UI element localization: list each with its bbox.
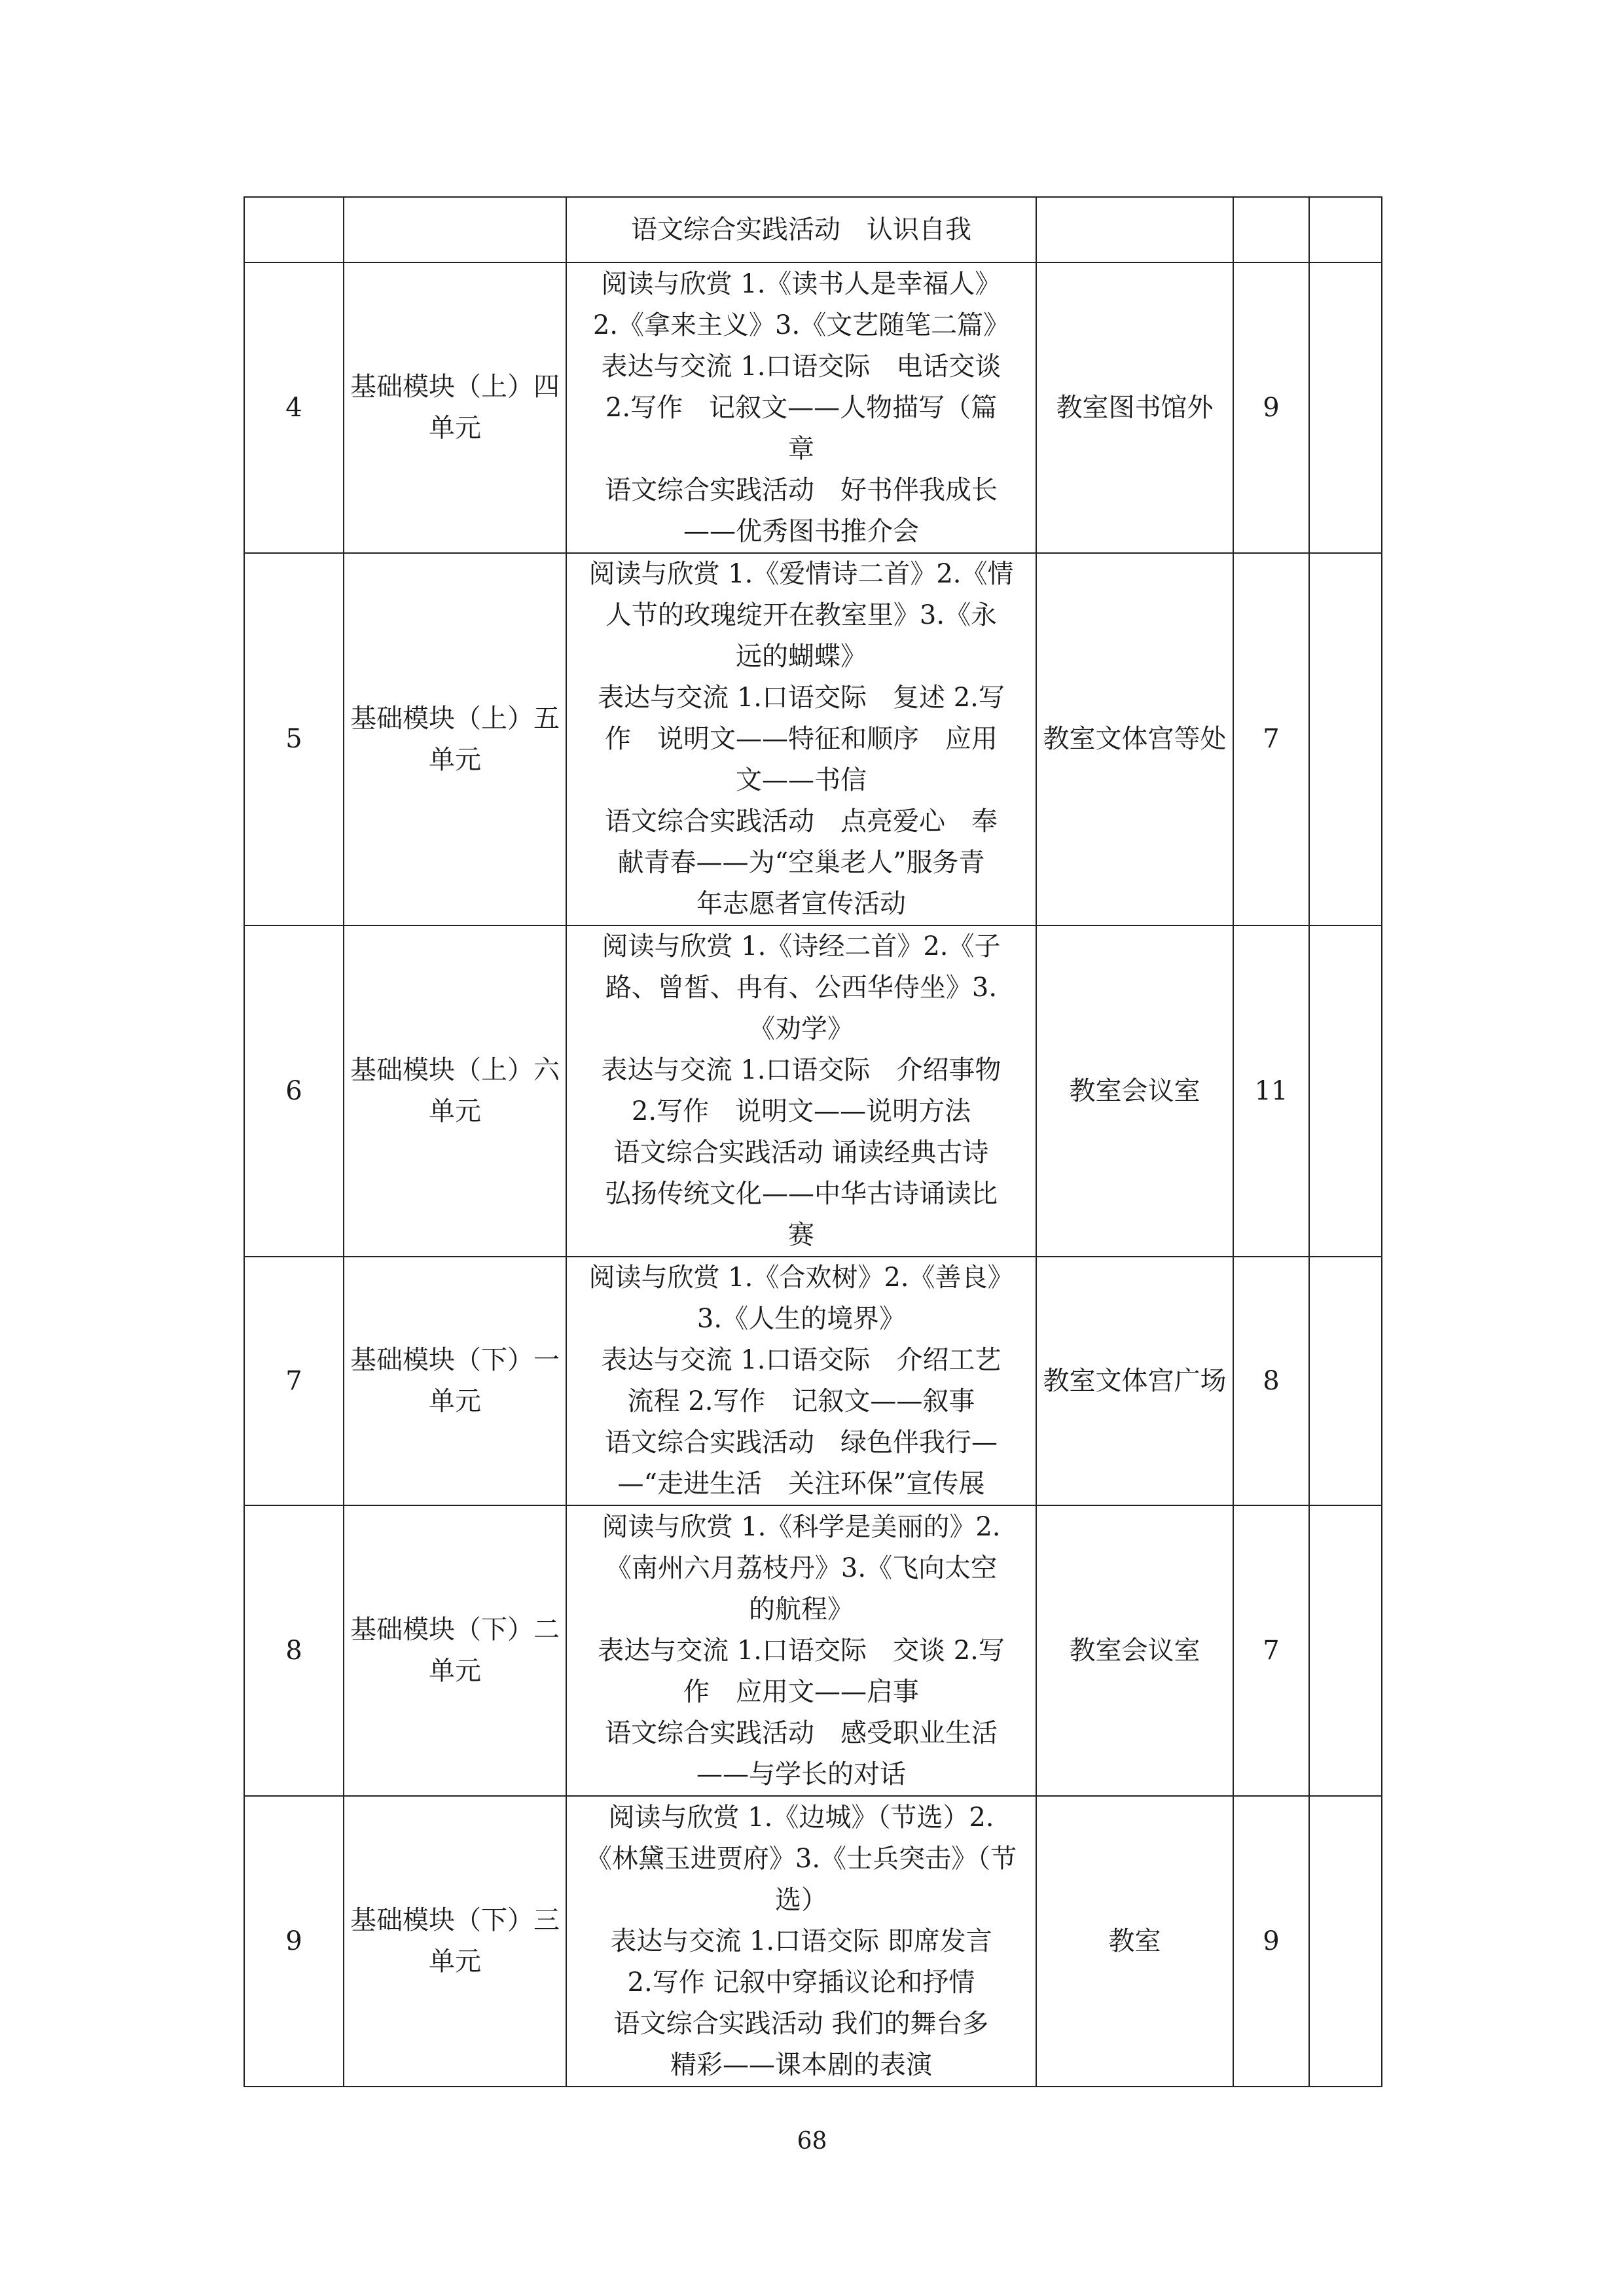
module-cell	[344, 1796, 566, 2087]
content-line: 表达与交流 1.口语交际 交谈 2.写	[598, 1635, 1005, 1666]
module-line: 基础模块（上）	[350, 703, 533, 734]
place-cell	[1036, 553, 1233, 925]
table-row	[244, 197, 1382, 262]
content-line: 献青春——为“空巢老人”服务青	[617, 848, 985, 878]
content-line: 2.写作 记叙中穿插议论和抒情	[627, 1967, 975, 1998]
content-line: 《南州六月荔枝丹》3.《飞向太空	[605, 1552, 998, 1583]
content-line: 章	[788, 433, 814, 464]
place-line: 教室	[1056, 392, 1109, 423]
content-line: 表达与交流 1.口语交际 即席发言	[610, 1926, 992, 1956]
content-line: 年志愿者宣传活动	[696, 889, 906, 919]
hours-cell: 7	[1233, 1505, 1309, 1796]
place-line: 会议室	[1121, 1635, 1200, 1666]
content-line: 《林黛玉进贾府》3.《士兵突击》（节	[585, 1843, 1017, 1874]
hours-cell: 9	[1233, 1796, 1309, 2087]
module-cell	[344, 925, 566, 1257]
content-cell	[566, 1257, 1036, 1505]
content-line: 赛	[788, 1220, 814, 1250]
content-cell	[566, 553, 1036, 925]
place-line: 教室	[1069, 1635, 1122, 1666]
hours-cell	[1233, 197, 1309, 262]
module-line: 基础模块（下）	[350, 1345, 533, 1375]
content-line: 表达与交流 1.口语交际 介绍工艺	[601, 1345, 1001, 1375]
remark-cell	[1309, 1505, 1382, 1796]
module-cell	[344, 1257, 566, 1505]
unit-number-cell: 5	[244, 553, 344, 925]
place-line: 图书馆外	[1108, 392, 1214, 423]
content-cell	[566, 1796, 1036, 2087]
content-line: 语文综合实践活动 认识自我	[631, 214, 971, 245]
content-line: 流程 2.写作 记叙文——叙事	[627, 1386, 975, 1416]
content-cell	[566, 1505, 1036, 1796]
content-line: 语文综合实践活动 绿色伴我行—	[605, 1427, 998, 1458]
hours-cell: 7	[1233, 553, 1309, 925]
content-line: 精彩——课本剧的表演	[670, 2049, 932, 2080]
remark-cell	[1309, 1257, 1382, 1505]
place-line: 教室	[1043, 724, 1096, 754]
remark-cell	[1309, 553, 1382, 925]
content-line: 阅读与欣赏 1.《爱情诗二首》2.《情	[588, 559, 1014, 589]
module-cell	[344, 1505, 566, 1796]
remark-cell	[1309, 262, 1382, 553]
place-cell	[1036, 197, 1233, 262]
content-line: 语文综合实践活动 感受职业生活	[605, 1717, 998, 1748]
remark-cell	[1309, 925, 1382, 1257]
content-line: 阅读与欣赏 1.《读书人是幸福人》	[601, 268, 1001, 299]
content-line: 阅读与欣赏 1.《边城》（节选）2.	[608, 1802, 994, 1833]
course-schedule-table	[244, 196, 1382, 2087]
place-line: 文体宫等处	[1095, 724, 1227, 754]
table-row	[244, 1505, 1382, 1796]
unit-number-cell: 7	[244, 1257, 344, 1505]
table-row	[244, 1257, 1382, 1505]
content-line: 2.写作 记叙文——人物描写（篇	[605, 392, 998, 423]
hours-cell: 11	[1233, 925, 1309, 1257]
content-line: 3.《人生的境界》	[696, 1304, 906, 1334]
content-line: 2.写作 说明文——说明方法	[631, 1096, 971, 1126]
content-line: 阅读与欣赏 1.《合欢树》2.《善良》	[588, 1263, 1014, 1293]
content-cell	[566, 197, 1036, 262]
table-row	[244, 262, 1382, 553]
content-cell	[566, 262, 1036, 553]
unit-number-cell: 8	[244, 1505, 344, 1796]
content-line: 表达与交流 1.口语交际 电话交谈	[601, 351, 1001, 382]
content-line: 作 应用文——启事	[683, 1676, 919, 1707]
content-line: 阅读与欣赏 1.《科学是美丽的》2.	[602, 1511, 1001, 1542]
content-line: ——与学长的对话	[696, 1759, 906, 1789]
content-line: 2.《拿来主义》3.《文艺随笔二篇》	[592, 310, 1010, 340]
place-cell	[1036, 1257, 1233, 1505]
unit-number-cell: 9	[244, 1796, 344, 2087]
page-number: 68	[797, 2128, 827, 2155]
place-cell	[1036, 262, 1233, 553]
module-line: 基础模块（上）	[350, 372, 533, 402]
place-line: 教室	[1069, 1075, 1122, 1106]
place-cell	[1036, 1796, 1233, 2087]
module-line: 二单元	[429, 1615, 560, 1686]
content-line: 语文综合实践活动 诵读经典古诗	[613, 1138, 989, 1168]
content-line: 远的蝴蝶》	[736, 641, 867, 672]
content-cell	[566, 925, 1036, 1257]
place-cell	[1036, 925, 1233, 1257]
table-body	[244, 197, 1382, 2087]
module-line: 三单元	[429, 1905, 560, 1977]
place-line: 会议室	[1121, 1075, 1200, 1106]
unit-number-cell	[244, 197, 344, 262]
place-line: 教室	[1043, 1365, 1096, 1396]
content-line: 选）	[775, 1884, 827, 1915]
module-line: 五单元	[429, 703, 560, 775]
module-cell	[344, 553, 566, 925]
content-line: 作 说明文——特征和顺序 应用	[605, 724, 998, 754]
table-row	[244, 1796, 1382, 2087]
content-line: 语文综合实践活动 好书伴我成长	[605, 475, 998, 505]
unit-number-cell: 4	[244, 262, 344, 553]
module-line: 六单元	[429, 1055, 560, 1126]
content-line: 表达与交流 1.口语交际 复述 2.写	[598, 683, 1005, 713]
content-line: 文——书信	[736, 765, 867, 795]
content-line: —“走进生活 关注环保”宣传展	[617, 1469, 985, 1499]
unit-number-cell: 6	[244, 925, 344, 1257]
content-line: ——优秀图书推介会	[683, 516, 919, 547]
content-line: 表达与交流 1.口语交际 介绍事物	[601, 1055, 1001, 1085]
place-line: 教室	[1108, 1926, 1161, 1956]
content-line: 路、曾皙、冉有、公西华侍坐》3.	[605, 973, 998, 1003]
content-line: 阅读与欣赏 1.《诗经二首》2.《子	[602, 931, 1001, 961]
module-line: 四单元	[429, 372, 560, 443]
hours-cell: 8	[1233, 1257, 1309, 1505]
module-line: 一单元	[429, 1345, 560, 1416]
module-line: 基础模块（上）	[350, 1055, 533, 1085]
place-cell	[1036, 1505, 1233, 1796]
content-line: 弘扬传统文化——中华古诗诵读比	[605, 1179, 998, 1209]
hours-cell: 9	[1233, 262, 1309, 553]
remark-cell	[1309, 1796, 1382, 2087]
remark-cell	[1309, 197, 1382, 262]
module-cell	[344, 197, 566, 262]
module-cell	[344, 262, 566, 553]
module-line: 基础模块（下）	[350, 1905, 533, 1935]
content-line: 语文综合实践活动 点亮爱心 奉	[605, 806, 998, 836]
content-line: 语文综合实践活动 我们的舞台多	[613, 2008, 989, 2039]
table-row	[244, 553, 1382, 925]
table-row	[244, 925, 1382, 1257]
place-line: 文体宫广场	[1095, 1365, 1227, 1396]
module-line: 基础模块（下）	[350, 1615, 533, 1645]
content-line: 人节的玫瑰绽开在教室里》3.《永	[605, 600, 998, 630]
content-line: 的航程》	[749, 1594, 854, 1624]
content-line: 《劝学》	[749, 1014, 854, 1044]
